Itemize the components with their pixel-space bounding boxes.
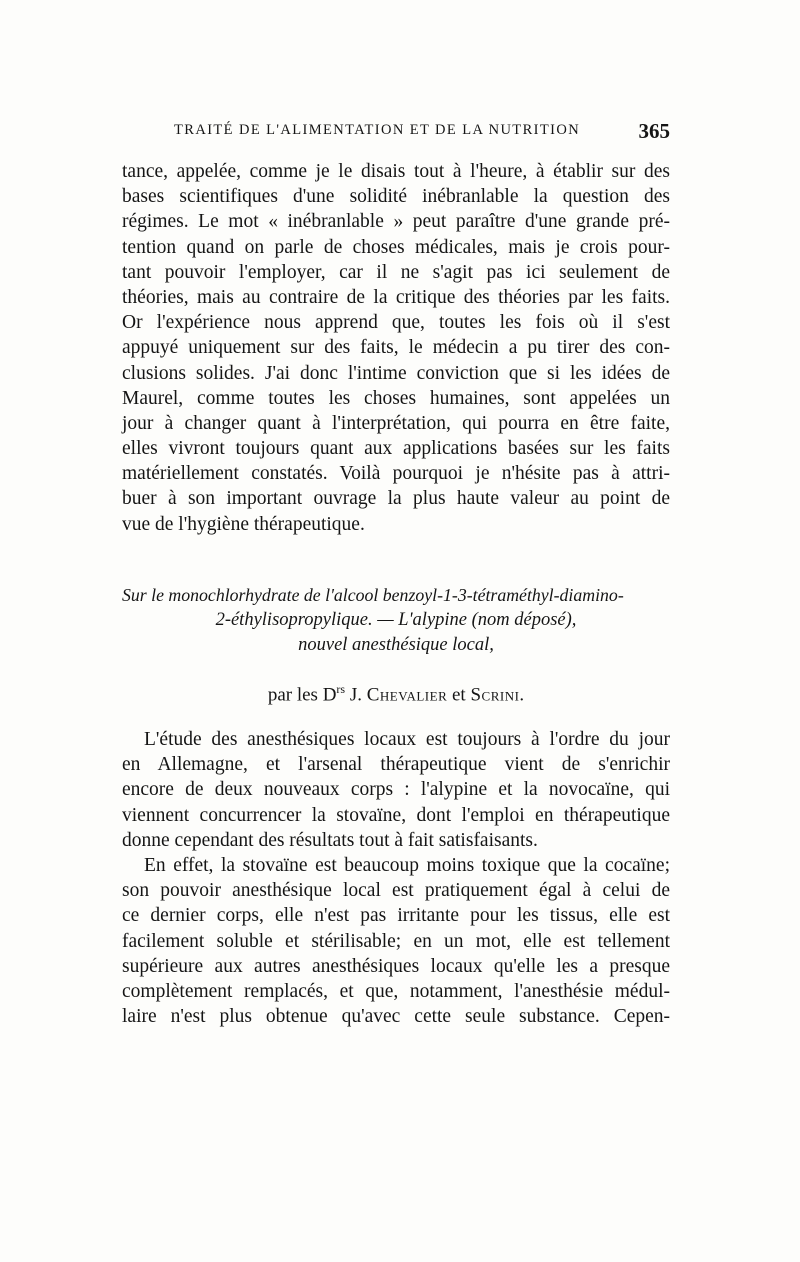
text-line: appuyé uniquement sur des faits, le médecin a pu tirer des con- [122, 337, 670, 359]
author-name-chevalier: Chevalier [366, 684, 448, 706]
text-line: jour à changer quant à l'interprétation, qui pourra en être faite, [122, 412, 670, 434]
running-title: TRAITÉ DE L'ALIMENTATION ET DE LA NUTRITION [174, 122, 581, 138]
text-line: régimes. Le mot « inébranlable » peut paraître d'une grande pré- [122, 211, 670, 233]
text-line: bases scientifiques d'une solidité inébranlable la question des [122, 186, 670, 208]
text-line: Maurel, comme toutes les choses humaines, sont appelées un [122, 387, 670, 409]
text-line: viennent concurrencer la stovaïne, dont l'emploi en thérapeutique [122, 804, 670, 826]
text-line: théories, mais au contraire de la critique des théories par les faits. [122, 286, 670, 308]
article-title-line: Sur le monochlorhydrate de l'alcool benzoyl-1-3-tétraméthyl-diamino- [122, 585, 624, 605]
text-line: facilement soluble et stérilisable; en un mot, elle est tellement [122, 930, 670, 952]
text-line: tance, appelée, comme je le disais tout à l'heure, à établir sur des [122, 161, 670, 182]
text-line: en Allemagne, et l'arsenal thérapeutique vient de s'enrichir [122, 754, 670, 776]
text-line: son pouvoir anesthésique local est pratiquement égal à celui de [122, 880, 670, 902]
text-line: complètement remplacés, et que, notamment, l'anesthésie médul- [122, 980, 670, 1002]
text-line: En effet, la stovaïne est beaucoup moins toxique que la cocaïne; [144, 854, 670, 876]
page-number: 365 [638, 119, 670, 143]
text-line: Or l'expérience nous apprend que, toutes les fois où il s'est [122, 312, 670, 334]
text-line: elles vivront toujours quant aux applications basées sur les faits [122, 438, 670, 460]
article-title [122, 583, 670, 658]
text-line: clusions solides. J'ai donc l'intime conviction que si les idées de [122, 362, 670, 384]
authors-suffix: . [519, 684, 525, 706]
text-line: supérieure aux autres anesthésiques locaux qu'elle les a presque [122, 955, 670, 977]
authors-superscript: rs [336, 682, 346, 696]
text-line: matériellement constatés. Voilà pourquoi je n'hésite pas à attri- [122, 463, 670, 485]
article-authors [122, 677, 670, 707]
running-header [122, 120, 670, 144]
text-line: encore de deux nouveaux corps : l'alypine et la novocaïne, qui [122, 779, 670, 801]
text-line: laire n'est plus obtenue qu'avec cette seule substance. Cepen- [122, 1006, 670, 1028]
text-line: tention quand on parle de choses médicales, mais je crois pour- [122, 236, 670, 258]
authors-initial: J. [345, 684, 367, 706]
paragraph-continued [122, 159, 670, 537]
text-line: tant pouvoir l'employer, car il ne s'agit pas ici seulement de [122, 261, 670, 283]
article-title-line: nouvel anesthésique local, [298, 635, 494, 655]
authors-prefix: par les D [267, 684, 337, 706]
article-body [122, 727, 670, 1029]
text-line: L'étude des anesthésiques locaux est toujours à l'ordre du jour [144, 729, 670, 750]
article-title-line: 2-éthylisopropylique. — L'alypine (nom déposé), [215, 610, 577, 630]
author-name-scrini: Scrini [470, 684, 520, 706]
text-line: donne cependant des résultats tout à fait satisfaisants. [122, 829, 538, 851]
text-line: vue de l'hygiène thérapeutique. [122, 513, 365, 535]
text-line: buer à son important ouvrage la plus haute valeur au point de [122, 488, 670, 510]
text-line: ce dernier corps, elle n'est pas irritante pour les tissus, elle est [122, 905, 670, 927]
authors-conjunction: et [447, 684, 471, 706]
